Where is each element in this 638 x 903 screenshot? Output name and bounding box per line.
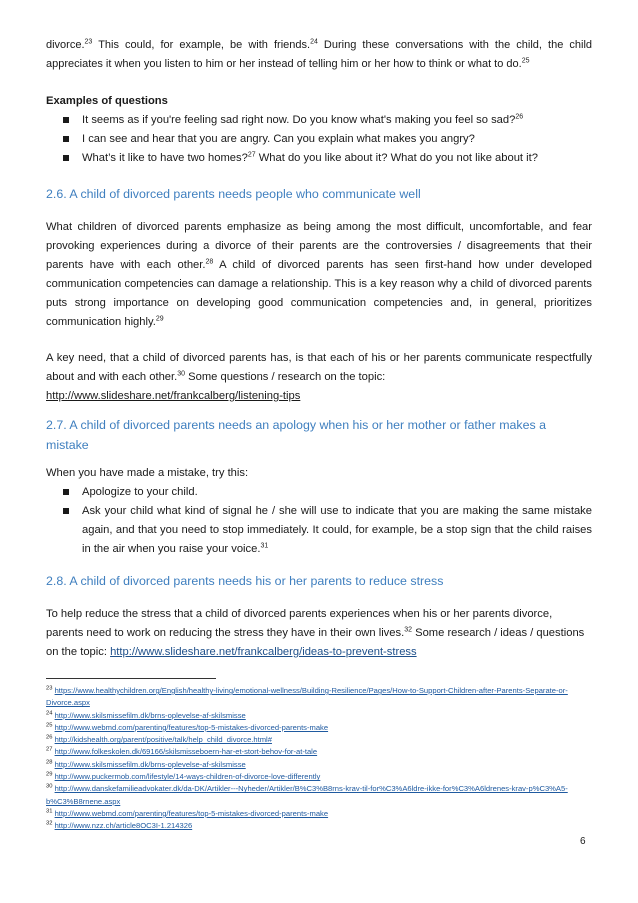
footnote-23 bbox=[46, 685, 592, 710]
footnote-link[interactable]: http://kidshealth.org/parent/positive/talk/help_child_divorce.html# bbox=[54, 735, 272, 745]
footnote-31 bbox=[46, 808, 592, 820]
footnote-ref-29[interactable]: 29 bbox=[155, 315, 164, 323]
footnote-number: 27 bbox=[46, 746, 53, 753]
section-2-6-paragraph-2: A key need, that a child of divorced parents has, is that each of his or her parents communicate respectfully about and with each other.$^{30}$ Some questions / research on the topic: http://www.slideshare.net/frankcalberg/listening-tips bbox=[46, 352, 592, 402]
footnote-link[interactable]: http://www.danskefamilieadvokater.dk/da-DK/Artikler---Nyheder/Artikler/B%C3%B8rns-krav-til-for%C3%A6ldre-ikke-for%C3%A6ldrenes-krav-p%C3%A5-b%C3%B8rnene.aspx bbox=[46, 784, 568, 806]
page-number: 6 bbox=[580, 836, 586, 847]
footnote-ref-28[interactable]: 28 bbox=[205, 258, 214, 266]
prevent-stress-link[interactable]: http://www.slideshare.net/frankcalberg/ideas-to-prevent-stress bbox=[110, 646, 417, 658]
list-item: I can see and hear that you are angry. Can you explain what makes you angry? bbox=[62, 130, 592, 149]
listening-tips-link[interactable]: http://www.slideshare.net/frankcalberg/listening-tips bbox=[46, 390, 301, 402]
footnote-24 bbox=[46, 710, 592, 722]
document-page bbox=[46, 36, 592, 833]
footnote-link[interactable]: http://www.webmd.com/parenting/features/top-5-mistakes-divorced-parents-make bbox=[54, 808, 329, 818]
footnote-30 bbox=[46, 783, 592, 808]
section-2-6-paragraph-1: What children of divorced parents emphasize as being among the most difficult, uncomfortable, and fear provoking experiences during a divorce of their parents are the controversies / disagreements that their parents have with each other.$^{28}$ A child of divorced parents has seen first-hand how under developed communication competencies can damage a relationship. This is a key reason why a child of divorced parents puts strong importance on developing good communication competencies and, in general, prioritizes communication highly.$^{29}$ bbox=[46, 221, 592, 328]
footnote-ref-23[interactable]: 23 bbox=[84, 38, 93, 46]
footnote-link[interactable]: http://www.webmd.com/parenting/features/top-5-mistakes-divorced-parents-make bbox=[54, 722, 329, 732]
list-item: Apologize to your child. bbox=[62, 483, 592, 502]
footnote-28 bbox=[46, 759, 592, 771]
mistake-steps-list bbox=[46, 483, 592, 559]
footnote-29 bbox=[46, 771, 592, 783]
footnote-link[interactable]: http://www.folkeskolen.dk/69166/skilsmisseboern-har-et-stort-behov-for-at-tale bbox=[54, 747, 318, 757]
footnote-link[interactable]: http://www.skilsmissefilm.dk/brns-oplevelse-af-skilsmisse bbox=[54, 710, 246, 720]
section-heading-2-7: 2.7. A child of divorced parents needs an apology when his or her mother or father makes a mistake bbox=[46, 418, 547, 452]
footnote-number: 24 bbox=[46, 710, 53, 717]
footnote-number: 25 bbox=[46, 722, 53, 729]
footnote-26 bbox=[46, 734, 592, 746]
footnote-number: 28 bbox=[46, 759, 53, 766]
footnote-ref-25[interactable]: 25 bbox=[521, 57, 530, 65]
section-heading-2-8: 2.8. A child of divorced parents needs his or her parents to reduce stress bbox=[46, 574, 444, 588]
footnote-number: 30 bbox=[46, 783, 53, 790]
footnote-ref-24[interactable]: 24 bbox=[310, 38, 318, 46]
footnote-separator bbox=[46, 678, 216, 679]
footnote-number: 26 bbox=[46, 734, 53, 741]
footnote-ref-30[interactable]: 30 bbox=[177, 370, 186, 378]
footnote-ref-26[interactable]: 26 bbox=[515, 113, 524, 121]
footnotes bbox=[46, 685, 592, 833]
footnote-link[interactable]: http://www.nzz.ch/article8OC3I-1.214326 bbox=[54, 821, 193, 831]
footnote-number: 32 bbox=[46, 820, 53, 827]
footnote-25 bbox=[46, 722, 592, 734]
footnote-number: 31 bbox=[46, 808, 53, 815]
intro-paragraph: divorce.$^{23}$ This could, for example, be with friends.$^{24}$ During these conversations with the child, the child appreciates it when you listen to him or her instead of telling him or her how to think or what to do.$^{25}$ bbox=[46, 38, 593, 70]
list-item: What’s it like to have two homes?$^{27}$ What do you like about it? What do you not like about it? bbox=[62, 149, 592, 168]
section-heading-2-6: 2.6. A child of divorced parents needs people who communicate well bbox=[46, 187, 421, 201]
list-item: Ask your child what kind of signal he / she will use to indicate that you are making the same mistake again, and that you need to stop immediately. It could, for example, be a stop sign that the child raises in the air when you raise your voice.$^{31}$ bbox=[62, 502, 592, 559]
footnote-link[interactable]: https://www.healthychildren.org/English/healthy-living/emotional-wellness/Building-Resilience/Pages/How-to-Support-Children-after-Parents-Separate-or-Divorce.aspx bbox=[46, 686, 568, 708]
footnote-27 bbox=[46, 746, 592, 758]
footnote-link[interactable]: http://www.puckermob.com/lifestyle/14-ways-children-of-divorce-love-differently bbox=[54, 772, 321, 782]
footnote-number: 23 bbox=[46, 685, 53, 692]
examples-heading: Examples of questions bbox=[46, 95, 168, 107]
footnote-32 bbox=[46, 820, 592, 832]
section-2-8-paragraph: To help reduce the stress that a child of divorced parents experiences when his or her parents divorce, parents need to work on reducing the stress they have in their own lives.$^{32}$ Some research / ideas / questions on the topic: http://www.slideshare.net/frankcalberg/ideas-to-prevent-stress bbox=[46, 608, 585, 658]
footnote-ref-31[interactable]: 31 bbox=[260, 542, 269, 550]
footnote-ref-27[interactable]: 27 bbox=[247, 151, 256, 159]
footnote-ref-32[interactable]: 32 bbox=[404, 626, 412, 634]
footnote-link[interactable]: http://www.skilsmissefilm.dk/brns-oplevelse-af-skilsmisse bbox=[54, 759, 246, 769]
list-item: It seems as if you're feeling sad right now. Do you know what's making you feel so sad?$^{26}$ bbox=[62, 111, 592, 130]
section-2-7-intro: When you have made a mistake, try this: bbox=[46, 467, 249, 479]
footnote-number: 29 bbox=[46, 771, 53, 778]
examples-list bbox=[46, 111, 592, 168]
